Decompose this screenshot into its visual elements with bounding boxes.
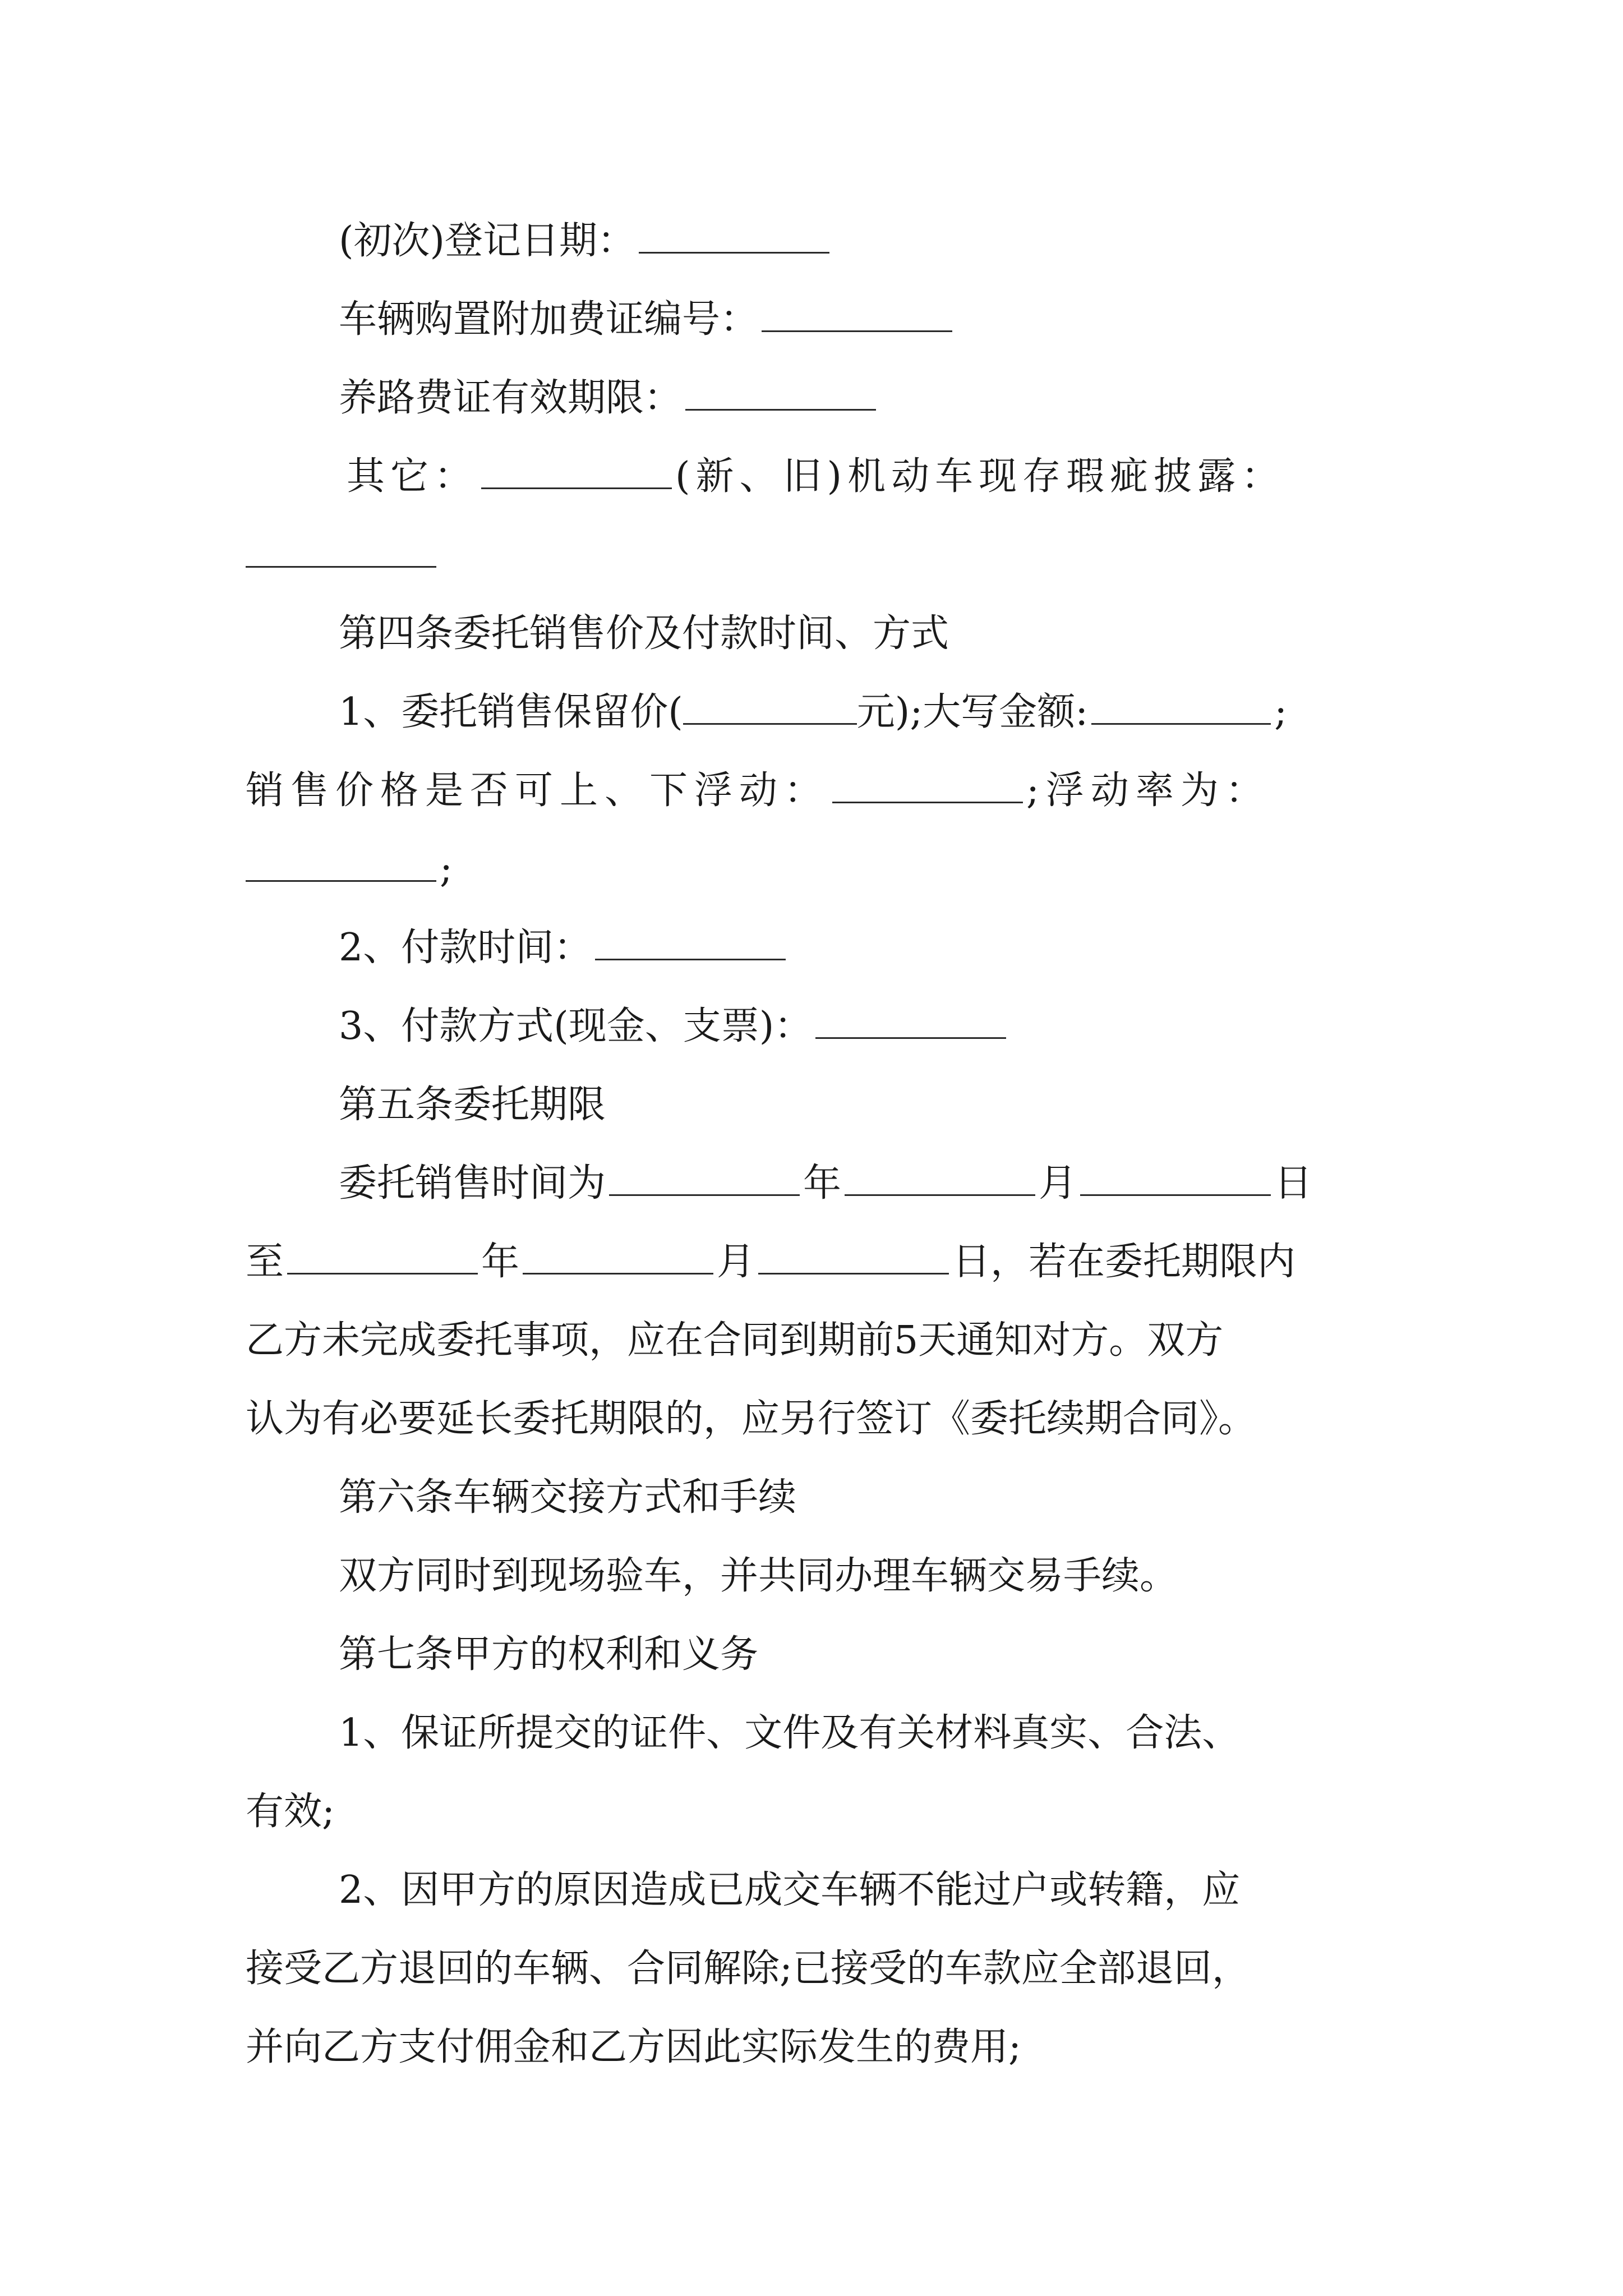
body-line — [246, 1394, 1256, 1444]
others-blank — [481, 453, 672, 489]
payment-method-blank — [815, 1002, 1006, 1039]
day-label: 日 — [1274, 1161, 1313, 1205]
float-rate-blank — [246, 845, 436, 882]
article-6-title: 第六条车辆交接方式和手续 — [339, 1475, 797, 1520]
price-float-line — [246, 766, 1270, 816]
float-rate-blank-line — [246, 844, 453, 895]
registration-date-label: (初次)登记日期： — [339, 219, 636, 263]
others-line — [347, 452, 1285, 502]
registration-date-line — [339, 216, 833, 266]
article-7-heading — [339, 1630, 758, 1680]
body-line — [246, 1315, 1223, 1366]
paragraph-text: 并向乙方支付佣金和乙方因此实际发生的费用; — [246, 2025, 1021, 2069]
defects-blank-line — [246, 530, 440, 581]
paragraph-text: 乙方未完成委托事项，应在合同到期前5天通知对方。双方 — [246, 1318, 1224, 1363]
end-month-blank — [523, 1238, 713, 1274]
paragraph-text: 双方同时到现场验车，并共同办理车辆交易手续。 — [339, 1554, 1178, 1598]
amount-in-words-blank — [1091, 688, 1271, 725]
end-day-blank — [758, 1238, 949, 1274]
article-6-heading — [339, 1473, 796, 1523]
payment-method-line — [339, 1001, 1009, 1052]
body-line — [339, 1865, 1240, 1916]
purchase-fee-cert-label: 车辆购置附加费证编号： — [339, 297, 759, 342]
payment-time-blank — [595, 924, 786, 960]
registration-date-blank — [639, 217, 829, 254]
reserve-price-blank — [683, 688, 857, 725]
month-label: 月 — [1039, 1161, 1077, 1205]
paragraph-text: 接受乙方退回的车辆、合同解除;已接受的车款应全部退回， — [246, 1947, 1250, 1991]
start-day-blank — [1080, 1159, 1271, 1196]
month-label: 月 — [717, 1240, 755, 1284]
article-5-heading — [339, 1080, 606, 1130]
paragraph-text: 1、保证所提交的证件、文件及有关材料真实、合法、 — [339, 1711, 1241, 1755]
body-line — [339, 1708, 1240, 1759]
price-float-blank — [832, 767, 1023, 803]
purchase-fee-cert-line — [339, 295, 956, 345]
body-line — [246, 2022, 1021, 2073]
sale-period-start-line — [339, 1158, 1312, 1209]
start-year-blank — [609, 1159, 800, 1196]
others-label: 其它： — [347, 454, 478, 499]
body-line — [246, 1787, 335, 1837]
article-4-title: 第四条委托销售价及付款时间、方式 — [339, 611, 949, 656]
road-fee-validity-label: 养路费证有效期限： — [339, 376, 683, 420]
sale-period-label: 委托销售时间为 — [339, 1161, 606, 1205]
paragraph-text: 有效; — [246, 1789, 335, 1834]
payment-time-line — [339, 923, 789, 973]
payment-time-label: 2、付款时间： — [339, 926, 592, 970]
road-fee-validity-line — [339, 373, 879, 424]
day-clause: 日，若在委托期限内 — [952, 1240, 1296, 1284]
float-rate-label: ;浮动率为： — [1026, 769, 1270, 813]
article-7-title: 第七条甲方的权利和义务 — [339, 1632, 759, 1677]
body-line — [246, 1944, 1250, 1994]
defects-disclosure-label: (新、旧)机动车现存瑕疵披露： — [675, 454, 1285, 499]
reserve-price-line — [339, 687, 1287, 738]
semicolon-1: ; — [1274, 690, 1288, 734]
amount-in-words-label: 元);大写金额: — [856, 690, 1089, 734]
year-label: 年 — [803, 1161, 842, 1205]
defects-blank — [246, 531, 436, 568]
paragraph-text: 2、因甲方的原因造成已成交车辆不能过户或转籍，应 — [339, 1868, 1241, 1912]
article-4-heading — [339, 609, 949, 659]
body-line — [339, 1551, 1178, 1602]
payment-method-label: 3、付款方式(现金、支票)： — [339, 1004, 813, 1048]
price-float-label: 销售价格是否可上、下浮动： — [246, 769, 829, 813]
end-year-blank — [287, 1238, 478, 1274]
purchase-fee-cert-blank — [762, 296, 952, 332]
start-month-blank — [845, 1159, 1035, 1196]
paragraph-text: 认为有必要延长委托期限的，应另行签订《委托续期合同》。 — [246, 1397, 1257, 1441]
article-5-title: 第五条委托期限 — [339, 1083, 606, 1127]
year-label: 年 — [481, 1240, 520, 1284]
sale-period-end-line — [246, 1237, 1295, 1287]
semicolon-2: ; — [440, 847, 453, 891]
to-label: 至 — [246, 1240, 284, 1284]
road-fee-validity-blank — [685, 374, 876, 411]
reserve-price-label: 1、委托销售保留价( — [339, 690, 683, 734]
